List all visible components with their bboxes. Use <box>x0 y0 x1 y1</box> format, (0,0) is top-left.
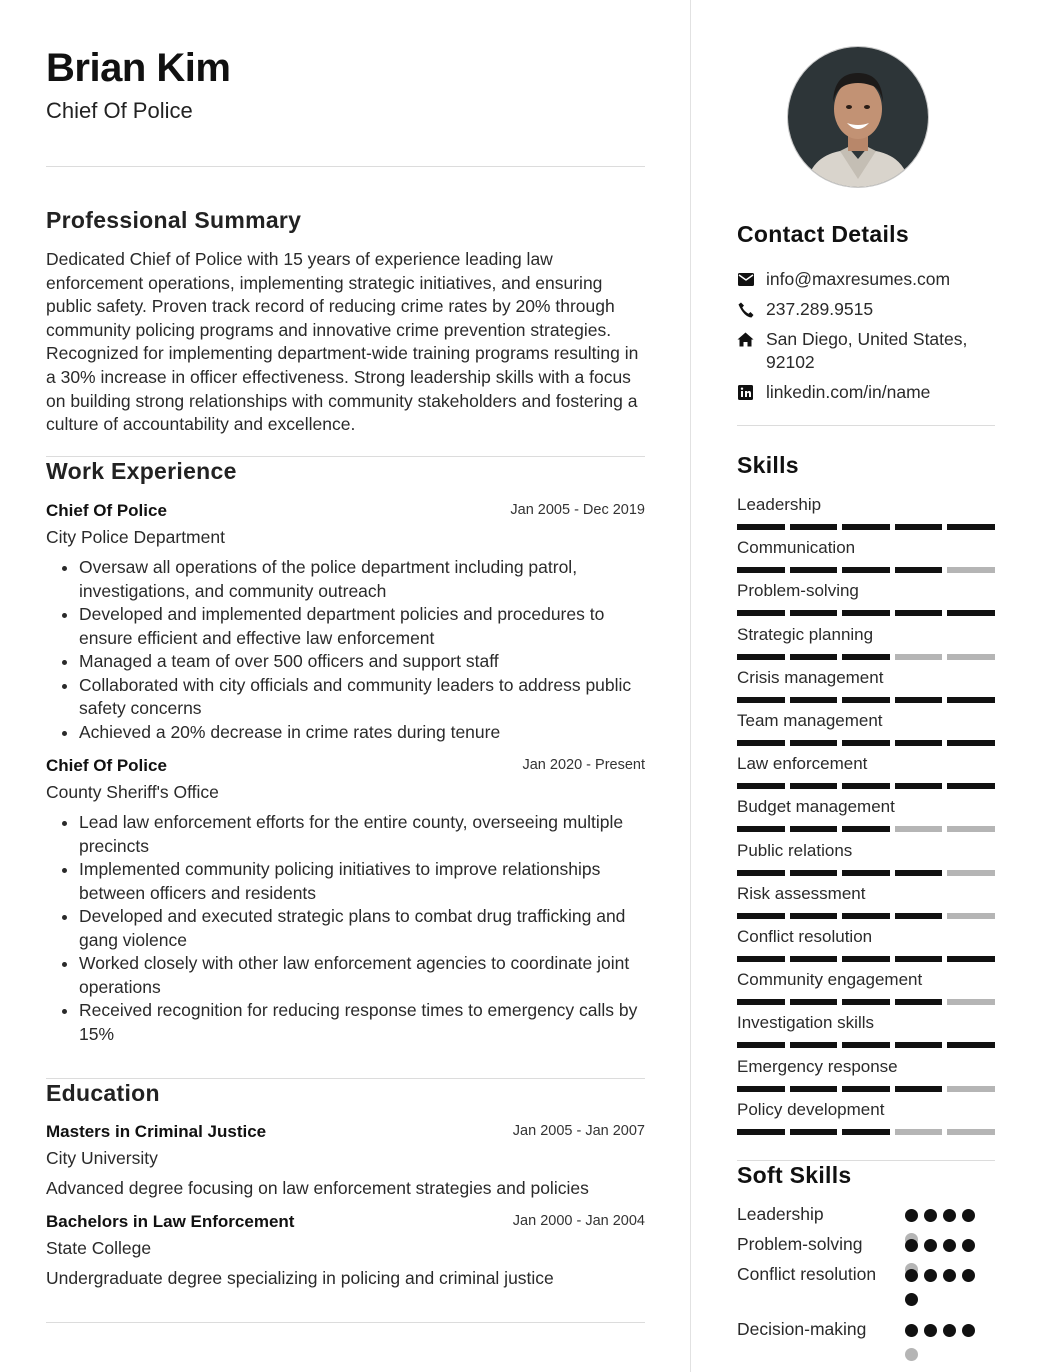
skill-rating-segment <box>947 740 995 746</box>
skill-rating-segment <box>737 1042 785 1048</box>
soft-skills-heading: Soft Skills <box>737 1162 852 1188</box>
skill-rating-segment <box>737 567 785 573</box>
divider <box>46 1078 645 1079</box>
soft-skill-item <box>737 1232 995 1257</box>
soft-skill-dot <box>905 1348 918 1361</box>
skill-rating-segment <box>790 956 838 962</box>
skill-rating-segment <box>842 1042 890 1048</box>
skill-rating-segment <box>842 567 890 573</box>
skill-rating-segment <box>790 999 838 1005</box>
skill-rating-segment <box>947 610 995 616</box>
skill-rating <box>737 783 995 789</box>
skill-label: Crisis management <box>737 667 884 687</box>
skill-rating-segment <box>842 697 890 703</box>
soft-skill-dot <box>924 1209 937 1222</box>
skill-label: Budget management <box>737 797 895 817</box>
skill-label: Strategic planning <box>737 624 874 644</box>
skill-rating-segment <box>790 697 838 703</box>
skill-rating <box>737 1086 995 1092</box>
skill-rating <box>737 826 995 832</box>
skill-rating-segment <box>947 567 995 573</box>
skill-rating-segment <box>842 610 890 616</box>
skill-rating-segment <box>947 956 995 962</box>
skill-rating-segment <box>737 697 785 703</box>
skill-rating-segment <box>842 999 890 1005</box>
education-entry <box>46 1122 645 1199</box>
skill-rating-segment <box>947 870 995 876</box>
job-bullet: • Implemented community policing initiatives to improve relationships between officers and residents <box>79 858 645 905</box>
job-bullet: • Developed and executed strategic plans to combat drug trafficking and gang violence <box>79 905 645 952</box>
skill-rating <box>737 999 995 1005</box>
contact-linkedin[interactable] <box>737 381 930 404</box>
soft-skill-dot <box>962 1209 975 1222</box>
skill-rating-segment <box>842 1129 890 1135</box>
skill-item <box>737 970 995 1005</box>
divider <box>46 1322 645 1323</box>
skill-rating-segment <box>790 913 838 919</box>
skill-rating-segment <box>842 826 890 832</box>
skill-label: Policy development <box>737 1099 885 1119</box>
skill-rating <box>737 567 995 573</box>
skill-rating-segment <box>790 1086 838 1092</box>
job-organization: County Sheriff's Office <box>46 782 219 802</box>
skill-rating-segment <box>737 956 785 962</box>
skill-label: Team management <box>737 711 883 730</box>
contact-heading: Contact Details <box>737 221 909 247</box>
soft-skill-dot <box>924 1239 937 1252</box>
soft-skill-dot <box>905 1239 918 1252</box>
skill-rating-segment <box>895 524 943 530</box>
skill-label: Problem-solving <box>737 581 859 601</box>
skill-rating-segment <box>895 740 943 746</box>
soft-skill-dot <box>962 1324 975 1337</box>
skill-rating <box>737 697 995 703</box>
skill-rating-segment <box>895 913 943 919</box>
skill-item <box>737 1013 995 1048</box>
soft-skill-item <box>737 1262 995 1287</box>
skill-rating-segment <box>947 783 995 789</box>
envelope-icon <box>737 271 754 288</box>
skill-rating-segment <box>737 1086 785 1092</box>
divider <box>737 1160 995 1161</box>
skill-rating-segment <box>790 1129 838 1135</box>
summary-heading: Professional Summary <box>46 207 302 233</box>
skill-rating-segment <box>737 740 785 746</box>
skill-rating-segment <box>895 1042 943 1048</box>
soft-skill-dot <box>924 1324 937 1337</box>
skill-label: Communication <box>737 538 856 558</box>
skill-rating-segment <box>842 524 890 530</box>
skill-rating-segment <box>895 654 943 660</box>
soft-skill-label: Decision-making <box>737 1319 867 1339</box>
skill-rating <box>737 956 995 962</box>
skill-item <box>737 495 995 530</box>
skill-rating-segment <box>790 870 838 876</box>
skill-label: Conflict resolution <box>737 927 873 946</box>
summary-text: Dedicated Chief of Police with 15 years of experience leading law enforcement operations, implementing strategic initiatives, and ensuring public safety. Proven track record of reducing crime rates by 20% through community policing programs and innovative crime prevention strategies. Recognized for implementing department-wide training programs resulting in a 30% increase in officer effectiveness. Strong leadership skills with a focus on building strong relationships with community stakeholders and fostering a culture of accountability and excellence. <box>46 249 639 435</box>
skill-rating-segment <box>790 654 838 660</box>
job-bullet: • Achieved a 20% decrease in crime rates during tenure <box>79 721 645 745</box>
soft-skill-label: Leadership <box>737 1204 824 1224</box>
contact-email[interactable] <box>737 268 950 291</box>
skill-rating <box>737 1042 995 1048</box>
skill-rating-segment <box>842 870 890 876</box>
skill-rating-segment <box>947 999 995 1005</box>
soft-skill-dot <box>905 1269 918 1282</box>
skill-rating-segment <box>737 654 785 660</box>
skill-item <box>737 625 995 660</box>
job-bullets <box>46 811 645 1046</box>
skill-rating-segment <box>737 999 785 1005</box>
education-entry <box>46 1212 645 1289</box>
skill-rating <box>737 913 995 919</box>
skill-item <box>737 841 995 876</box>
job-bullet: • Collaborated with city officials and community leaders to address public safety concerns <box>79 674 645 721</box>
skill-rating-segment <box>737 610 785 616</box>
skill-rating-segment <box>895 783 943 789</box>
skill-item <box>737 1100 995 1135</box>
soft-skill-dot <box>943 1324 956 1337</box>
skill-item <box>737 797 995 832</box>
skill-rating-segment <box>895 697 943 703</box>
home-icon <box>737 331 754 348</box>
job-title: Chief Of Police <box>46 756 167 775</box>
skill-rating-segment <box>790 740 838 746</box>
skill-rating-segment <box>895 567 943 573</box>
skill-rating <box>737 610 995 616</box>
skill-rating-segment <box>895 870 943 876</box>
school-name: City University <box>46 1148 158 1168</box>
skill-item <box>737 581 995 616</box>
skill-label: Public relations <box>737 840 853 860</box>
divider <box>46 166 645 167</box>
skill-rating-segment <box>895 956 943 962</box>
phone-text: 237.289.9515 <box>766 299 874 319</box>
skill-rating-segment <box>842 740 890 746</box>
candidate-name: Brian Kim <box>46 46 231 90</box>
soft-skill-dot <box>905 1293 918 1306</box>
soft-skill-label: Problem-solving <box>737 1234 863 1254</box>
contact-phone[interactable] <box>737 298 873 321</box>
column-divider <box>690 0 691 1372</box>
skill-rating-segment <box>895 999 943 1005</box>
soft-skill-dot <box>924 1269 937 1282</box>
skill-item <box>737 754 995 789</box>
contact-address <box>737 328 967 374</box>
skill-rating <box>737 1129 995 1135</box>
skill-label: Leadership <box>737 495 822 514</box>
address-line-2: 92102 <box>766 352 815 372</box>
skill-rating-segment <box>947 524 995 530</box>
skill-rating-segment <box>790 524 838 530</box>
skill-rating-segment <box>895 826 943 832</box>
skill-rating-segment <box>842 654 890 660</box>
phone-icon <box>737 301 754 318</box>
soft-skill-item <box>737 1317 995 1342</box>
job-date: Jan 2020 - Present <box>522 757 645 773</box>
skill-rating-segment <box>947 1129 995 1135</box>
skill-rating <box>737 740 995 746</box>
job-bullet: • Lead law enforcement efforts for the entire county, overseeing multiple precincts <box>79 811 645 858</box>
skill-rating-segment <box>895 1086 943 1092</box>
soft-skill-dot <box>962 1269 975 1282</box>
skill-rating <box>737 524 995 530</box>
linkedin-icon <box>737 384 754 401</box>
soft-skill-label: Conflict resolution <box>737 1264 877 1284</box>
skill-label: Investigation skills <box>737 1013 875 1033</box>
skill-item <box>737 538 995 573</box>
skill-label: Emergency response <box>737 1056 898 1076</box>
degree-title: Masters in Criminal Justice <box>46 1122 267 1141</box>
skill-rating-segment <box>790 783 838 789</box>
skill-item <box>737 884 995 919</box>
skill-item <box>737 668 995 703</box>
skill-rating-segment <box>947 1086 995 1092</box>
skill-item <box>737 1057 995 1092</box>
skill-rating-segment <box>842 1086 890 1092</box>
divider <box>737 425 995 426</box>
soft-skill-dot <box>943 1239 956 1252</box>
skill-rating <box>737 654 995 660</box>
experience-heading: Work Experience <box>46 458 237 484</box>
job-bullet: • Developed and implemented department policies and procedures to ensure efficient and effective law enforcement <box>79 603 645 650</box>
email-text: info@maxresumes.com <box>766 269 951 289</box>
education-date: Jan 2000 - Jan 2004 <box>512 1213 645 1229</box>
linkedin-text: linkedin.com/in/name <box>766 382 931 402</box>
profile-photo <box>787 46 929 188</box>
soft-skill-dot <box>905 1209 918 1222</box>
skill-rating-segment <box>737 783 785 789</box>
job-organization: City Police Department <box>46 527 225 547</box>
skill-label: Law enforcement <box>737 754 868 774</box>
soft-skill-dot <box>943 1269 956 1282</box>
divider <box>46 456 645 457</box>
skill-label: Risk assessment <box>737 883 866 903</box>
job-bullet: • Oversaw all operations of the police department including patrol, investigations, and community outreach <box>79 556 645 603</box>
address-line-1: San Diego, United States, <box>766 329 968 349</box>
soft-skill-dot <box>943 1209 956 1222</box>
education-description: Undergraduate degree specializing in policing and criminal justice <box>46 1268 554 1288</box>
skill-rating-segment <box>737 913 785 919</box>
skill-rating-segment <box>947 697 995 703</box>
skill-rating-segment <box>790 610 838 616</box>
skill-item <box>737 711 995 746</box>
job-bullets <box>46 556 645 744</box>
skill-rating-segment <box>842 956 890 962</box>
job-date: Jan 2005 - Dec 2019 <box>510 502 645 518</box>
skill-rating-segment <box>947 826 995 832</box>
job-bullet: • Worked closely with other law enforcement agencies to coordinate joint operations <box>79 952 645 999</box>
soft-skill-dot <box>905 1324 918 1337</box>
skill-rating-segment <box>790 826 838 832</box>
education-heading: Education <box>46 1080 160 1106</box>
skill-rating-segment <box>947 1042 995 1048</box>
soft-skill-dot <box>962 1239 975 1252</box>
skill-item <box>737 927 995 962</box>
skill-rating-segment <box>842 913 890 919</box>
skills-heading: Skills <box>737 452 799 478</box>
job-bullet: • Managed a team of over 500 officers and support staff <box>79 650 645 674</box>
skill-rating-segment <box>947 654 995 660</box>
skill-rating-segment <box>947 913 995 919</box>
degree-title: Bachelors in Law Enforcement <box>46 1212 295 1231</box>
skill-label: Community engagement <box>737 970 923 990</box>
candidate-role: Chief Of Police <box>46 98 193 123</box>
skill-rating-segment <box>737 1129 785 1135</box>
skill-rating <box>737 870 995 876</box>
skill-rating-segment <box>842 783 890 789</box>
education-description: Advanced degree focusing on law enforcement strategies and policies <box>46 1178 589 1198</box>
skill-rating-segment <box>737 826 785 832</box>
skill-rating-segment <box>737 870 785 876</box>
education-date: Jan 2005 - Jan 2007 <box>512 1123 645 1139</box>
skill-rating-segment <box>790 1042 838 1048</box>
school-name: State College <box>46 1238 152 1258</box>
soft-skill-item <box>737 1202 995 1227</box>
job-bullet: • Received recognition for reducing response times to emergency calls by 15% <box>79 999 645 1046</box>
skill-rating-segment <box>895 1129 943 1135</box>
job-title: Chief Of Police <box>46 501 167 520</box>
skill-rating-segment <box>790 567 838 573</box>
job-entry <box>46 756 645 1046</box>
skill-rating-segment <box>895 610 943 616</box>
skill-rating-segment <box>737 524 785 530</box>
job-entry <box>46 501 645 744</box>
